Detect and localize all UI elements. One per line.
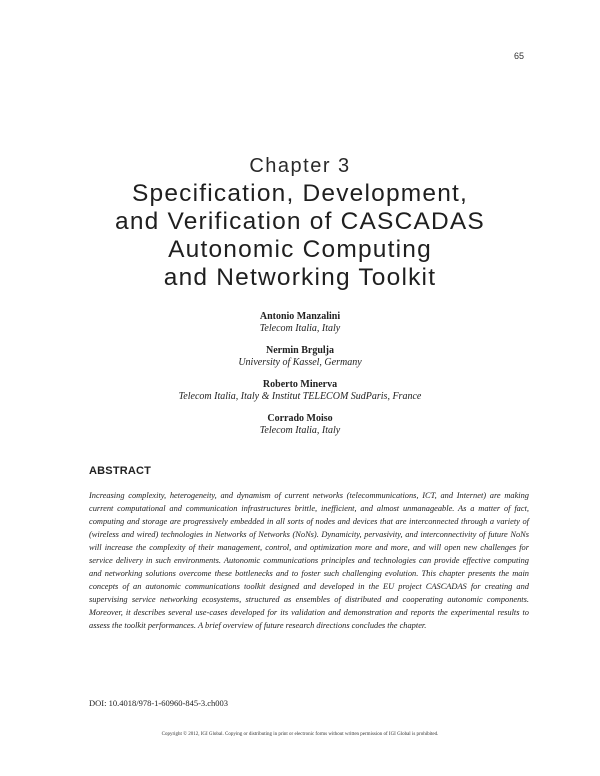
author-list [0,311,600,447]
chapter-title-line: and Verification of CASCADAS [115,208,485,235]
page-number: 65 [514,51,525,61]
author-affiliation: Telecom Italia, Italy [259,323,341,334]
chapter-title-line: Autonomic Computing [168,236,432,263]
author-entry [0,379,600,403]
abstract-heading: ABSTRACT [89,465,152,477]
author-name: Nermin Brgulja [265,345,335,356]
author-entry [0,413,600,437]
chapter-label: Chapter 3 [249,155,351,177]
chapter-title-line: and Networking Toolkit [163,264,437,291]
author-name: Roberto Minerva [262,379,338,390]
author-affiliation: Telecom Italia, Italy & Institut TELECOM SudParis, France [178,391,422,402]
chapter-title [60,180,540,292]
copyright-notice: Copyright © 2012, IGI Global. Copying or distributing in print or electronic forms without written permission of IGI Global is prohibited. [161,732,439,737]
chapter-title-line: Specification, Development, [131,180,469,207]
author-name: Corrado Moiso [267,413,333,424]
author-entry [0,311,600,335]
doi-link[interactable]: DOI: 10.4018/978-1-60960-845-3.ch003 [89,698,229,708]
author-name: Antonio Manzalini [259,311,341,322]
abstract-text: Increasing complexity, heterogeneity, and dynamism of current networks (telecommunications, ICT, and Internet) are making current computational and communication infrastructures brittle, inefficient, and almost unmanageable. As a matter of fact, computing and storage are progressively embedded in all sorts of nodes and devices that are interconnected through a variety of (wireless and wired) technologies in Networks of Networks (NoNs). Dynamicity, pervasivity, and interconnectivity of future NoNs will increase the complexity of their management, control, and optimization more and more, and will open new challenges for service delivery in such environments. Autonomic communications principles and technologies can provide effective computing and networking solutions overcome these bottlenecks and to foster such challenging evolution. This chapter presents the main concepts of an autonomic communications toolkit designed and developed in the EU project CASCADAS for creating and supervising service networking ecosystems, structured as ensembles of distributed and cooperating autonomic components. Moreover, it describes several use-cases developed for its validation and demonstration and reports the experimental results to assess the toolkit performances. A brief overview of future research directions concludes the chapter. [89,491,529,630]
author-affiliation: Telecom Italia, Italy [259,425,341,436]
author-entry [0,345,600,369]
author-affiliation: University of Kassel, Germany [238,357,362,368]
